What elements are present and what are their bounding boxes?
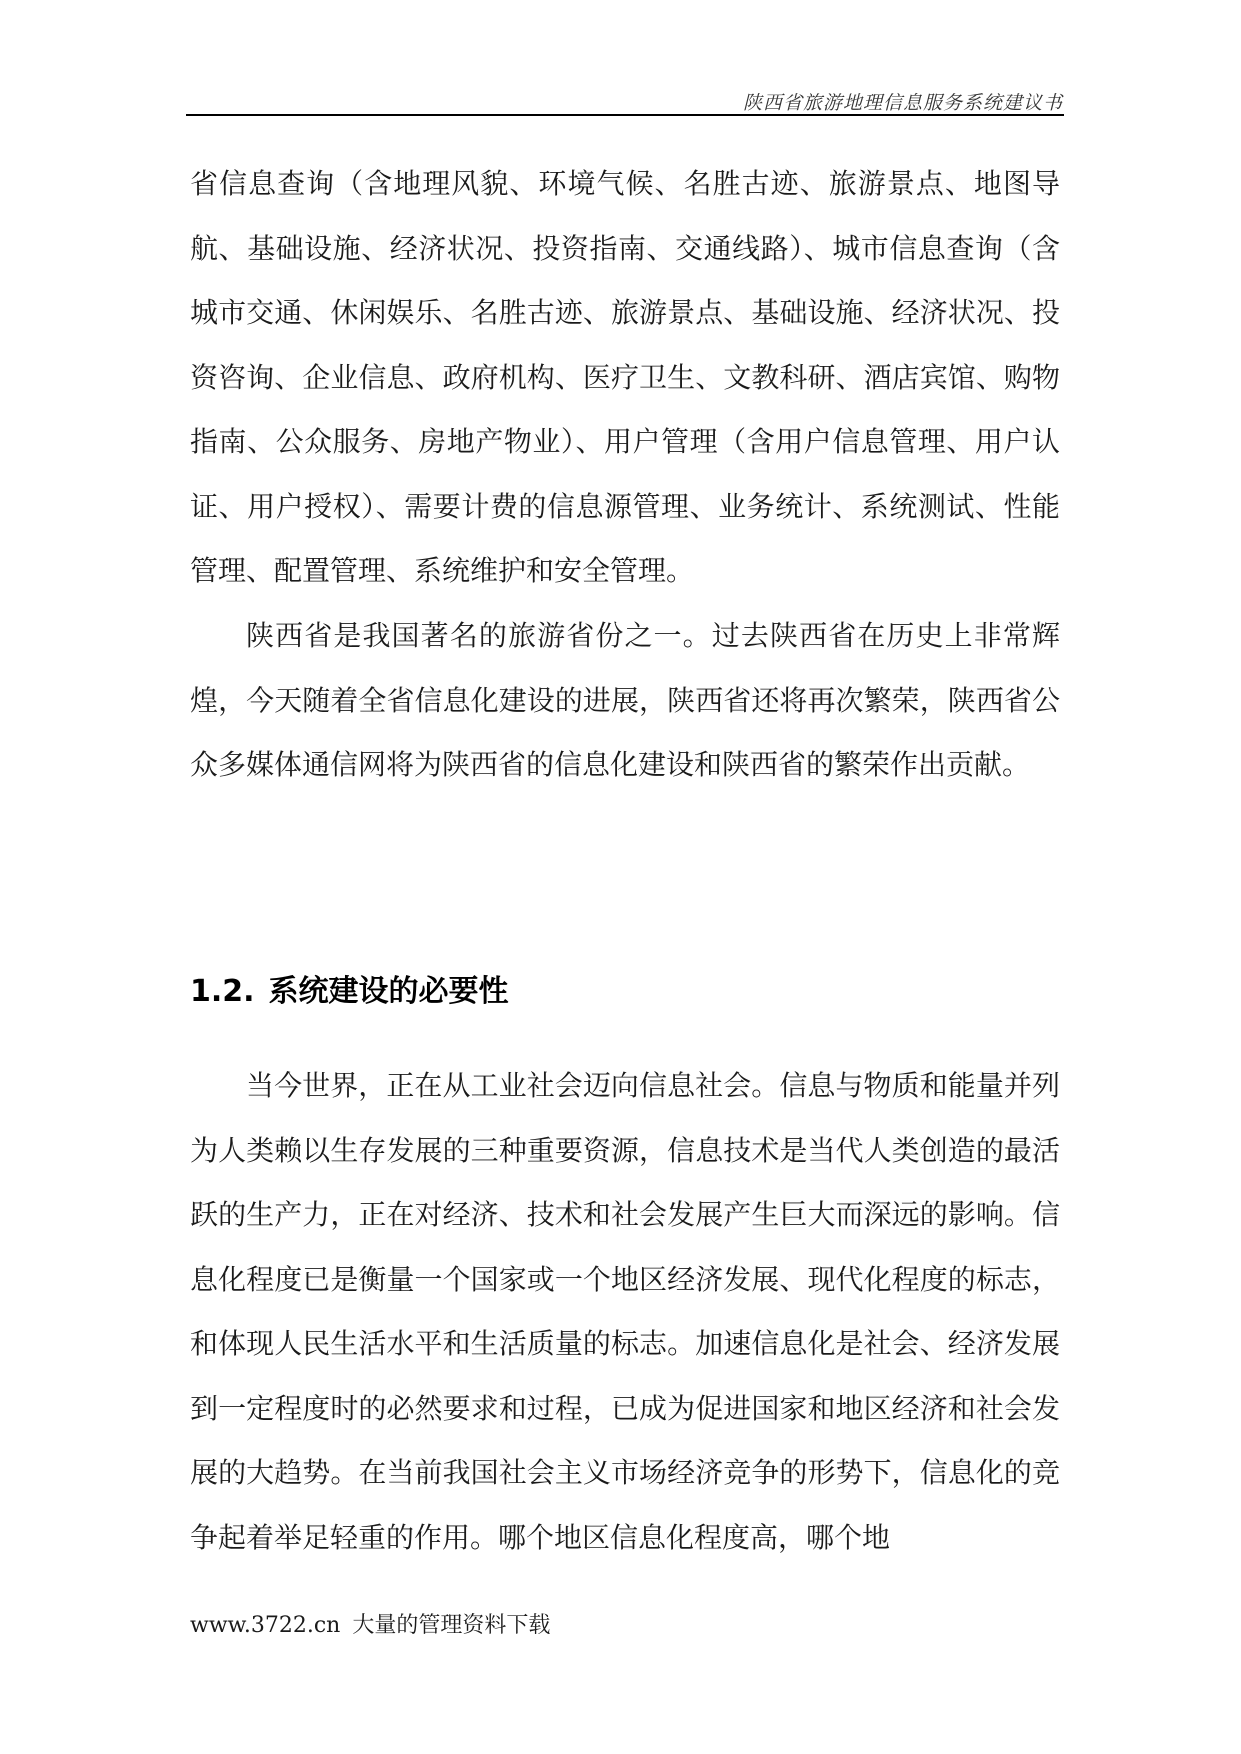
body-paragraph: 省信息查询（含地理风貌、环境气候、名胜古迹、旅游景点、地图导航、基础设施、经济状况、投资指南、交通线路）、城市信息查询（含城市交通、休闲娱乐、名胜古迹、旅游景点、基础设施、经济状况、投资咨询、企业信息、政府机构、医疗卫生、文教科研、酒店宾馆、购物指南、公众服务、房地产物业）、用户管理（含用户信息管理、用户认证、用户授权）、需要计费的信息源管理、业务统计、系统测试、性能管理、配置管理、系统维护和安全管理。: [190, 167, 1060, 587]
footer-text: 大量的管理资料下载: [352, 1613, 551, 1638]
section-heading: [190, 970, 509, 1014]
body-paragraph: 当今世界，正在从工业社会迈向信息社会。信息与物质和能量并列为人类赖以生存发展的三种重要资源，信息技术是当代人类创造的最活跃的生产力，正在对经济、技术和社会发展产生巨大而深远的影响。信息化程度已是衡量一个国家或一个地区经济发展、现代化程度的标志，和体现人民生活水平和生活质量的标志。加速信息化是社会、经济发展到一定程度时的必然要求和过程，已成为促进国家和地区经济和社会发展的大趋势。在当前我国社会主义市场经济竞争的形势下，信息化的竞争起着举足轻重的作用。哪个地区信息化程度高，哪个地: [190, 1069, 1060, 1554]
section-title: 系统建设的必要性: [268, 974, 509, 1009]
header-divider: [186, 114, 1064, 116]
page-header-title: 陕西省旅游地理信息服务系统建议书: [742, 92, 1063, 114]
body-paragraph: 陕西省是我国著名的旅游省份之一。过去陕西省在历史上非常辉煌，今天随着全省信息化建设的进展，陕西省还将再次繁荣，陕西省公众多媒体通信网将为陕西省的信息化建设和陕西省的繁荣作出贡献。: [190, 619, 1060, 781]
footer-url: www.3722.cn: [190, 1613, 341, 1638]
section-number: 1.2.: [190, 974, 255, 1009]
page-footer: [190, 1608, 550, 1639]
